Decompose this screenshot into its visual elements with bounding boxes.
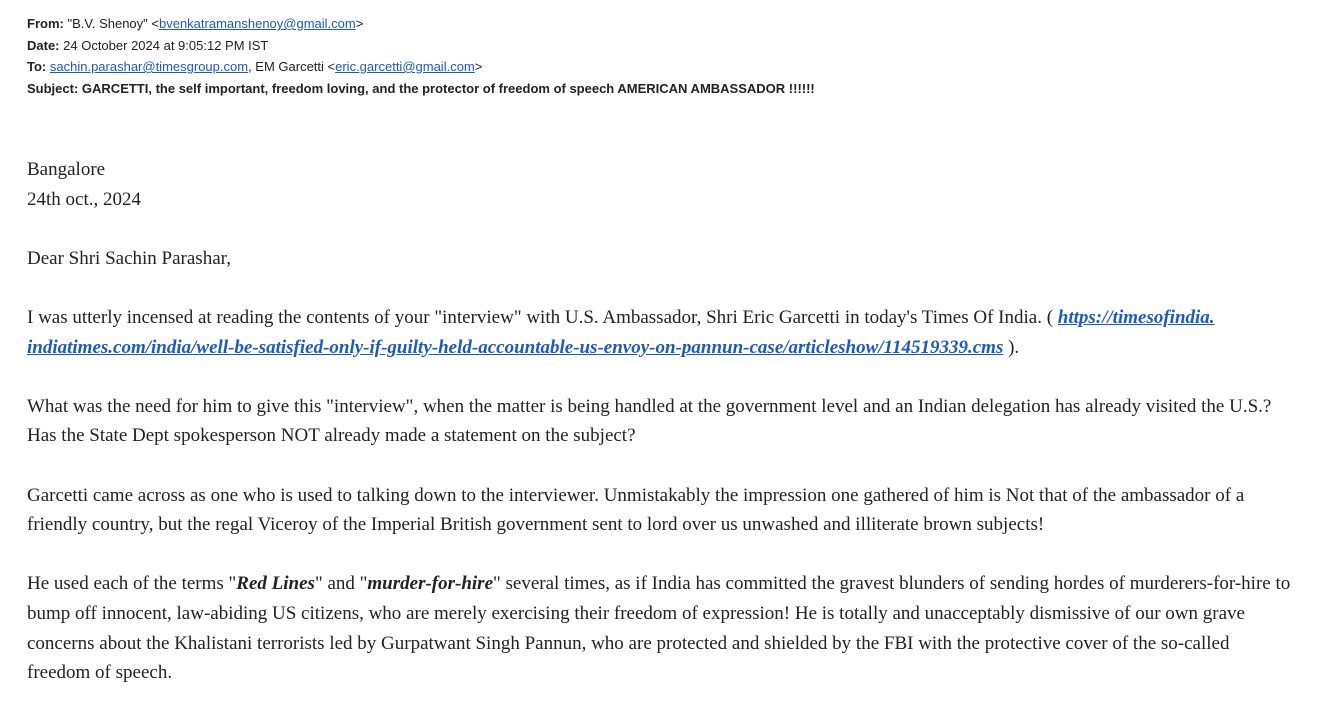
paragraph-4-part-a: He used each of the terms " xyxy=(27,573,237,595)
paragraph-4 xyxy=(27,569,1295,687)
paragraph-1 xyxy=(27,303,1295,362)
from-close: > xyxy=(355,16,364,31)
to-email-link-1[interactable]: sachin.parashar@timesgroup.com xyxy=(49,59,249,74)
email-header xyxy=(27,13,1297,99)
paragraph-4-part-c: " several times, as if India has committed the gravest blunders of sending hordes of murderers-for-hire to bump off innocent, law-abiding US citizens, who are merely exercising their freedom of expression! He is totally and unacceptably dismissive of our own grave concerns about the Khalistani terrorists led by Gurpatwant Singh Pannun, who are protected and shielded by the FBI with the protective cover of the so-called freedom of speech. xyxy=(27,573,1291,684)
letter-place: Bangalore xyxy=(27,159,106,180)
paragraph-3: Garcetti came across as one who is used to talking down to the interviewer. Unmistakably the impression one gathered of him is Not that of the ambassador of a friendly country, but the regal Viceroy of the Imperial British government sent to lord over us unwashed and illiterate brown subjects! xyxy=(27,484,1245,536)
letter-salutation: Dear Shri Sachin Parashar, xyxy=(27,247,231,269)
date-row xyxy=(27,35,1297,57)
term-murder-for-hire: murder-for-hire xyxy=(367,573,494,595)
subject-row xyxy=(27,78,1297,100)
to-row xyxy=(27,56,1297,78)
term-red-lines: Red Lines xyxy=(236,573,315,595)
article-link-part-2[interactable]: indiatimes.com/india/well-be-satisfied-only-if-guilty-held-accountable-us-envoy-on-pannun-case/articleshow/114519339.cms xyxy=(27,336,1004,358)
letter-body xyxy=(27,155,1295,688)
subject-label: Subject: xyxy=(27,80,79,96)
paragraph-1-end: ). xyxy=(1003,336,1020,358)
paragraph-1-text: I was utterly incensed at reading the contents of your "interview" with U.S. Ambassador, Shri Eric Garcetti in today's Times Of India. ( xyxy=(27,306,1058,328)
from-row xyxy=(27,13,1297,35)
to-email-link-2[interactable]: eric.garcetti@gmail.com xyxy=(335,59,475,74)
date-value: 24 October 2024 at 9:05:12 PM IST xyxy=(63,37,269,53)
to-separator: , EM Garcetti < xyxy=(248,59,336,74)
subject-value: GARCETTI, the self important, freedom loving, and the protector of freedom of speech AMERICAN AMBASSADOR !!!!!! xyxy=(81,80,815,96)
article-link-part-1[interactable]: https://timesofindia. xyxy=(1057,306,1215,328)
to-label: To: xyxy=(27,59,47,74)
from-email-link[interactable]: bvenkatramanshenoy@gmail.com xyxy=(158,16,356,31)
paragraph-4-part-b: " and " xyxy=(314,573,368,595)
to-close: > xyxy=(474,59,483,74)
from-label: From: xyxy=(27,16,64,31)
date-label: Date: xyxy=(27,37,60,53)
paragraph-2: What was the need for him to give this "interview", when the matter is being handled at the government level and an Indian delegation has already visited the U.S.? Has the State Dept spokesperson NOT already made a statement on the subject? xyxy=(27,395,1272,447)
from-name: "B.V. Shenoy" < xyxy=(67,16,159,31)
letter-date: 24th oct., 2024 xyxy=(27,188,141,210)
